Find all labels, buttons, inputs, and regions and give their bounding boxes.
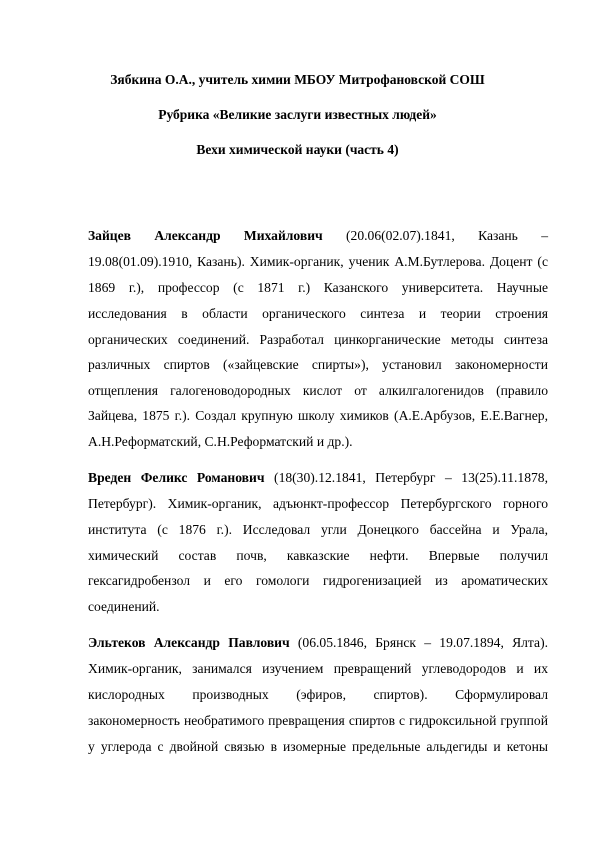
paragraph-line: закономерность необратимого превращения спиртов с гидроксильной группой: [88, 713, 548, 728]
paragraph-line: [88, 228, 548, 244]
paragraph-line: Химик-органик, занимался изучением превращений углеводородов и их: [88, 661, 548, 676]
paragraph-text: (18(30).12.1841, Петербург – 13(25).11.1878,: [264, 470, 548, 485]
paragraph-line: А.Н.Реформатский, С.Н.Реформатский и др.).: [88, 434, 353, 449]
paragraph-line: Петербург). Химик-органик, адъюнкт-профессор Петербургского горного: [88, 496, 548, 511]
paragraph-line: Зайцева, 1875 г.). Создал крупную школу химиков (А.Е.Арбузов, Е.Е.Вагнер,: [88, 408, 548, 423]
author-line: Зябкина О.А., учитель химии МБОУ Митрофановской СОШ: [110, 72, 485, 87]
paragraph-line: соединений.: [88, 599, 160, 614]
person-name: Зайцев Александр Михайлович: [88, 228, 323, 243]
person-name: Вреден Феликс Романович: [88, 470, 265, 485]
paragraph-line: у углерода с двойной связью в изомерные предельные альдегиды и кетоны: [88, 739, 548, 754]
paragraph-line: исследования в области органического синтеза и теории строения: [88, 306, 548, 321]
paragraph-line: кислородных производных (эфиров, спиртов). Сформулировал: [88, 687, 548, 702]
paragraph-line: института (с 1876 г.). Исследовал угли Донецкого бассейна и Урала,: [88, 522, 548, 537]
document-title: Вехи химической науки (часть 4): [196, 142, 399, 157]
paragraph-line: 19.08(01.09).1910, Казань). Химик-органик, ученик А.М.Бутлерова. Доцент (с: [88, 254, 548, 269]
rubric-line: Рубрика «Великие заслуги известных людей»: [158, 107, 437, 122]
paragraph-line: [88, 470, 548, 486]
paragraph-line: различных спиртов («зайцевские спирты»), установил закономерности: [88, 357, 548, 372]
person-name: Эльтеков Александр Павлович: [88, 635, 290, 650]
paragraph-text: (06.05.1846, Брянск – 19.07.1894, Ялта).: [289, 635, 548, 650]
paragraph-line: гексагидробензол и его гомологи гидрогенизацией из ароматических: [88, 573, 548, 588]
paragraph-line: химический состав почв, кавказские нефти. Впервые получил: [88, 548, 548, 563]
paragraph-text: (20.06(02.07).1841, Казань –: [322, 228, 548, 243]
paragraph-line: 1869 г.), профессор (с 1871 г.) Казанского университета. Научные: [88, 280, 548, 295]
paragraph-line: органических соединений. Разработал цинкорганические методы синтеза: [88, 332, 548, 347]
paragraph-line: отщепления галогеноводородных кислот от алкилгалогенидов (правило: [88, 383, 548, 398]
paragraph-line: [88, 635, 548, 651]
